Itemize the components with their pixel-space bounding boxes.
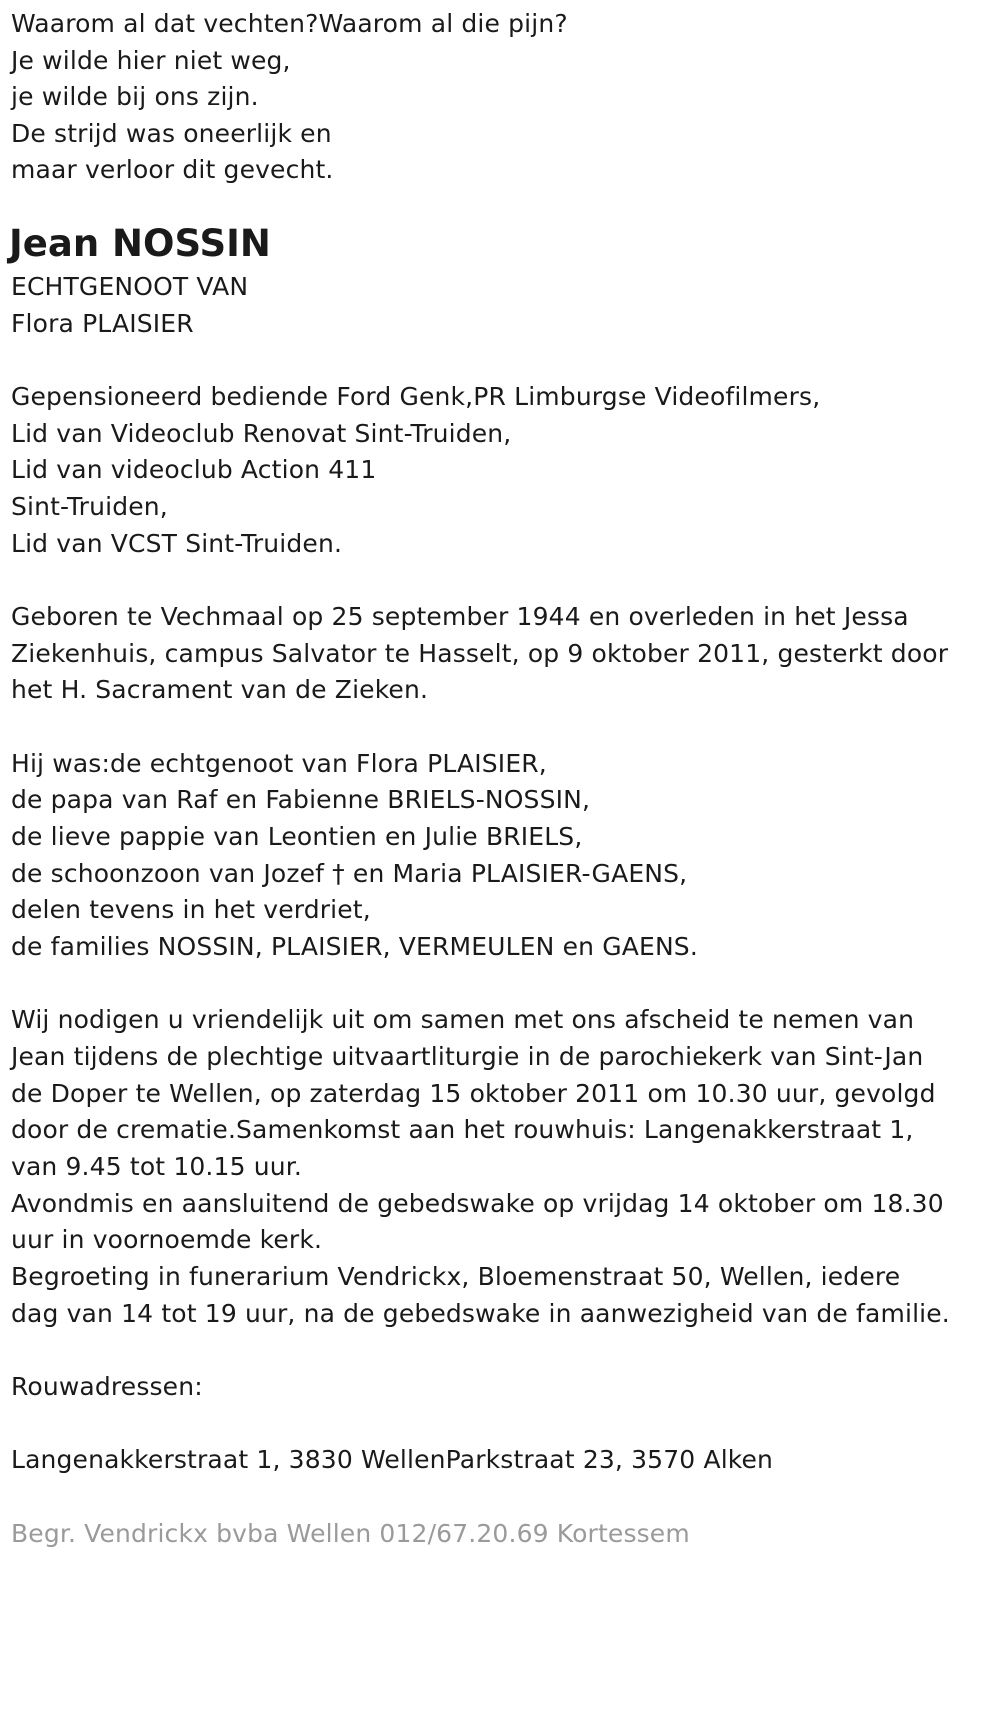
ceremony-line-3: de Doper te Wellen, op zaterdag 15 oktober 2011 om 10.30 uur, gevolgd: [11, 1079, 936, 1108]
spouse-label: ECHTGENOOT VAN: [11, 272, 249, 301]
family-line-4: de schoonzoon van Jozef † en Maria PLAISIER-GAENS,: [11, 859, 688, 888]
occupation-line-5: Lid van VCST Sint-Truiden.: [11, 529, 343, 558]
family-line-6: de families NOSSIN, PLAISIER, VERMEULEN en GAENS.: [11, 932, 698, 961]
ceremony-line-7: uur in voornoemde kerk.: [11, 1225, 323, 1254]
ceremony-line-1: Wij nodigen u vriendelijk uit om samen met ons afscheid te nemen van: [11, 1005, 915, 1034]
occupation-line-3: Lid van videoclub Action 411: [11, 455, 377, 484]
family-line-1: Hij was:de echtgenoot van Flora PLAISIER,: [11, 749, 547, 778]
family-line-3: de lieve pappie van Leontien en Julie BRIELS,: [11, 822, 583, 851]
occupation-line-2: Lid van Videoclub Renovat Sint-Truiden,: [11, 419, 512, 448]
deceased-name: Jean NOSSIN: [9, 222, 271, 265]
ceremony-line-2: Jean tijdens de plechtige uitvaartliturgie in de parochiekerk van Sint-Jan: [11, 1042, 924, 1071]
occupation-line-4: Sint-Truiden,: [11, 492, 168, 521]
addresses-label: Rouwadressen:: [11, 1372, 203, 1401]
birth-death-line-2: Ziekenhuis, campus Salvator te Hasselt, op 9 oktober 2011, gesterkt door: [11, 639, 949, 668]
ceremony-line-5: van 9.45 tot 10.15 uur.: [11, 1152, 302, 1181]
birth-death-line-3: het H. Sacrament van de Zieken.: [11, 675, 429, 704]
ceremony-line-9: dag van 14 tot 19 uur, na de gebedswake in aanwezigheid van de familie.: [11, 1299, 950, 1328]
birth-death-line-1: Geboren te Vechmaal op 25 september 1944 en overleden in het Jessa: [11, 602, 909, 631]
poem-line-3: je wilde bij ons zijn.: [11, 82, 259, 111]
poem-line-4: De strijd was oneerlijk en: [11, 119, 332, 148]
poem-line-1: Waarom al dat vechten?Waarom al die pijn?: [11, 9, 568, 38]
ceremony-line-8: Begroeting in funerarium Vendrickx, Bloemenstraat 50, Wellen, iedere: [11, 1262, 901, 1291]
poem-line-5: maar verloor dit gevecht.: [11, 155, 334, 184]
family-line-5: delen tevens in het verdriet,: [11, 895, 371, 924]
spouse-name: Flora PLAISIER: [11, 309, 194, 338]
poem-line-2: Je wilde hier niet weg,: [11, 46, 291, 75]
ceremony-line-6: Avondmis en aansluitend de gebedswake op vrijdag 14 oktober om 18.30: [11, 1189, 944, 1218]
addresses: Langenakkerstraat 1, 3830 WellenParkstraat 23, 3570 Alken: [11, 1445, 774, 1474]
occupation-line-1: Gepensioneerd bediende Ford Genk,PR Limburgse Videofilmers,: [11, 382, 821, 411]
funeral-director-footer: Begr. Vendrickx bvba Wellen 012/67.20.69 Kortessem: [11, 1519, 690, 1548]
ceremony-line-4: door de crematie.Samenkomst aan het rouwhuis: Langenakkerstraat 1,: [11, 1115, 914, 1144]
family-line-2: de papa van Raf en Fabienne BRIELS-NOSSIN,: [11, 785, 591, 814]
